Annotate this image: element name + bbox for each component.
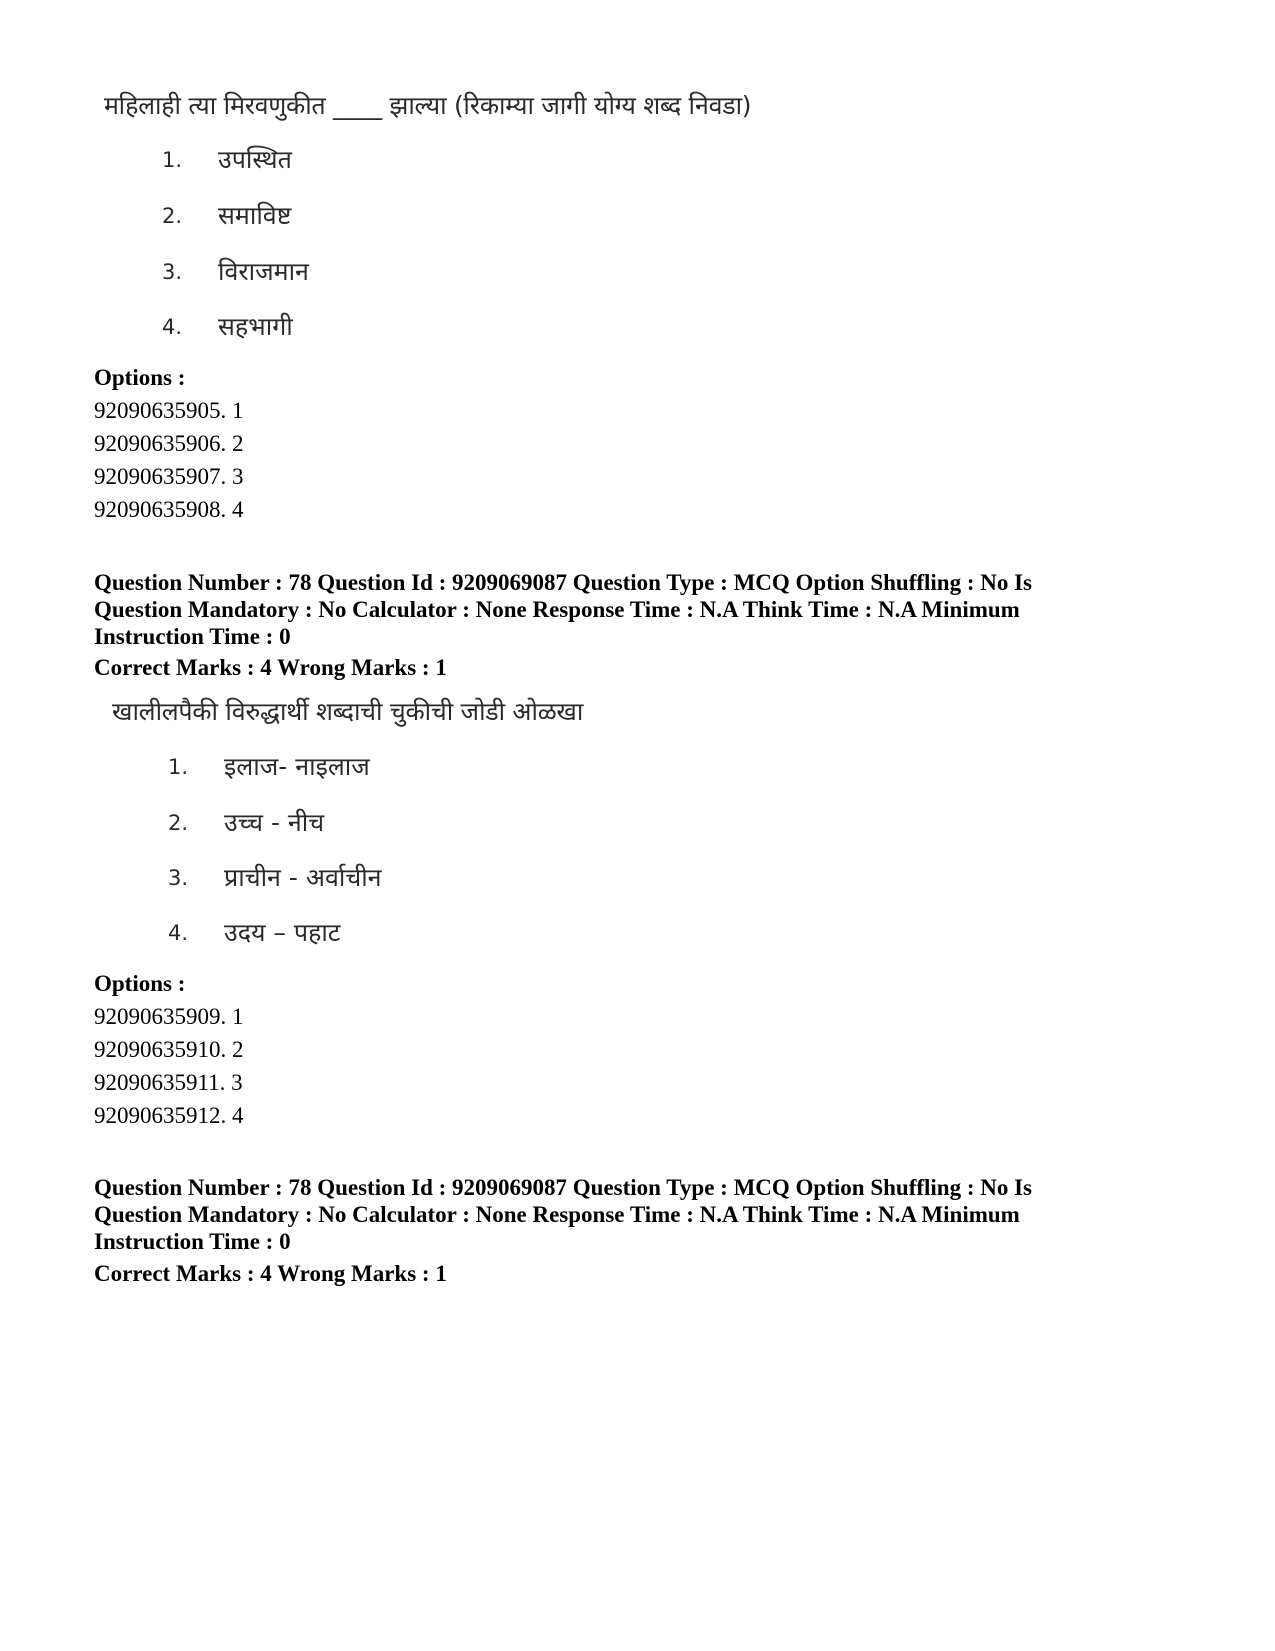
question-stem: खालीलपैकी विरुद्धार्थी शब्दाची चुकीची जोडी ओळखा: [112, 697, 584, 726]
option-line: 92090635907. 3: [94, 464, 244, 489]
option-line: 92090635906. 2: [94, 431, 244, 456]
metadata-line: Instruction Time : 0: [94, 1229, 291, 1254]
question-choice: [162, 142, 462, 178]
question-choice: [168, 805, 488, 841]
question-choice: [168, 915, 488, 951]
choice-text: प्राचीन - अर्वाचीन: [224, 863, 382, 892]
question-choice: [162, 254, 462, 290]
choice-text: उच्च - नीच: [224, 808, 325, 837]
choice-text: समाविष्ट: [218, 201, 292, 230]
metadata-line: Question Mandatory : No Calculator : None Response Time : N.A Think Time : N.A Minimum: [94, 597, 1020, 622]
question-choice: [168, 749, 488, 785]
choice-number: 3.: [168, 866, 189, 890]
choice-number: 4.: [162, 315, 183, 339]
choice-text: उदय – पहाट: [224, 918, 341, 947]
metadata-line: Instruction Time : 0: [94, 624, 291, 649]
choice-number: 1.: [162, 148, 183, 172]
choice-text: उपस्थित: [218, 145, 292, 174]
options-label: Options :: [94, 365, 186, 390]
choice-number: 4.: [168, 921, 189, 945]
metadata-line: Question Number : 78 Question Id : 9209069087 Question Type : MCQ Option Shuffling : No Is: [94, 1175, 1033, 1200]
question-choice: [162, 309, 462, 345]
option-line: 92090635911. 3: [94, 1070, 243, 1095]
choice-number: 3.: [162, 260, 183, 284]
question-metadata: [94, 1174, 1194, 1255]
question-choice: [168, 860, 488, 896]
option-line: 92090635912. 4: [94, 1103, 244, 1128]
choice-number: 1.: [168, 755, 189, 779]
marks-line: Correct Marks : 4 Wrong Marks : 1: [94, 1261, 447, 1286]
option-line: 92090635905. 1: [94, 398, 244, 423]
metadata-line: Question Mandatory : No Calculator : None Response Time : N.A Think Time : N.A Minimum: [94, 1202, 1020, 1227]
option-line: 92090635908. 4: [94, 497, 244, 522]
choice-text: विराजमान: [218, 257, 309, 286]
marks-line: Correct Marks : 4 Wrong Marks : 1: [94, 655, 447, 680]
choice-number: 2.: [162, 204, 183, 228]
question-stem: महिलाही त्या मिरवणुकीत ____ झाल्या (रिकाम्या जागी योग्य शब्द निवडा): [104, 91, 752, 120]
option-line: 92090635909. 1: [94, 1004, 244, 1029]
metadata-line: Question Number : 78 Question Id : 9209069087 Question Type : MCQ Option Shuffling : No Is: [94, 570, 1033, 595]
choice-text: इलाज- नाइलाज: [224, 752, 370, 781]
option-line: 92090635910. 2: [94, 1037, 244, 1062]
question-choice: [162, 198, 462, 234]
choice-text: सहभागी: [218, 312, 293, 341]
question-metadata: [94, 569, 1194, 650]
choice-number: 2.: [168, 811, 189, 835]
options-label: Options :: [94, 971, 186, 996]
